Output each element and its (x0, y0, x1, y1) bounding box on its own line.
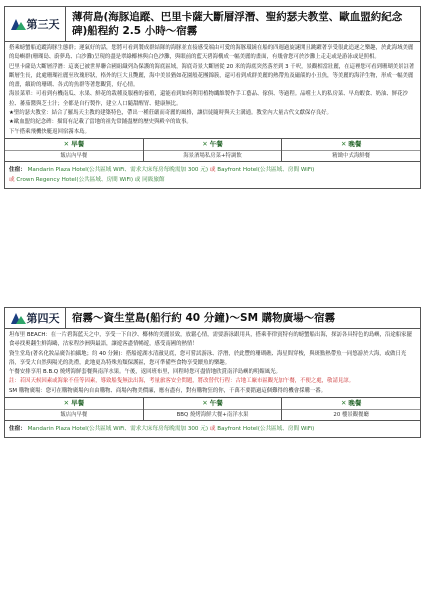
day-four-description (4, 329, 421, 397)
paragraph: ★聖約瑟夫教堂：結合了羅馬天主教的建築特色，帶出一種莊嚴而奇麗的風格，讓信徒隨時與天主溝通。教堂內大量古代文獻保存良好。 (9, 110, 332, 117)
meal-table (4, 138, 421, 162)
paragraph: 搭乘螃蟹船追蹤海豚生態群；運氣好的話，您將可看到製成群結隊的海豚並直接感受端由可愛的海豚環繞在船的四週過旋謎開且跳躍著享受很此追逐之樂趣，於此海域美麗的島嶼群(珊瑚島、蔚夢島、白沙灘)呈現的盡是翠綠椰林與白色沙灘，與眼前的藍天碧海構成一幅美麗的畫面，有幾會您可於沙灘上走走或是游泳或是照相。 (9, 45, 414, 61)
utensils-icon: ✕ (63, 139, 70, 148)
paragraph: ★歐血盟約紀念碑：描寫有記載了當地的祖先常鋪盡歷的歷史與殿辛的故事。 (9, 119, 192, 126)
hotel-label: 住宿： (9, 166, 26, 173)
mountain-logo-icon (11, 19, 24, 30)
day-three-section (4, 6, 421, 189)
meal-desc: 海景酒場私房菜+特調飲 (183, 152, 242, 159)
day-four-badge (5, 308, 66, 328)
meal-name: 晚餐 (348, 139, 362, 148)
hotel-label: 住宿： (9, 426, 26, 433)
meal-breakfast (5, 139, 144, 161)
day-label: 第三天 (26, 18, 60, 31)
paragraph: 海景菜單：可看到有機南瓜、水果、鮮花的栽種及服務的養殖，還能看到如何利用植物纖維製作手工藝品、傢俱、等過程。品嚐土人的私房菜、早鳥蝦食、奶油、鮮花沙拉、蕃茄醬與芝士汁；全都是自行製作，建立人口隨甜醒胃、健康無比。 (9, 91, 408, 107)
utensils-icon: ✕ (202, 399, 208, 408)
paragraph: 午餐安排享用 B.B.Q 燒烤海鮮套餐與南洋水果。午後，返回班布里，回程時您可盡情地欣賞南洋島嶼的明媚風光。 (9, 369, 281, 376)
paragraph: 資生堂島(著名化妝品廣告拍攝地；約 40 分鐘)：搭船遊湖水清澈見底，您可嘗試游泳、浮潛，於此豐的珊瑚礁、海星間穿梭，與斑點熱帶魚一同悠游於大海，或做日光浴，享受大自然與陽光的洗禮，此地更為特殊魚類保護區，您可準備些食物享受餵魚的樂趣。 (9, 350, 407, 366)
hotel-option: Mandarin Plaza Hotel(公共區域 WiFi、需求大床每房每晚需加 300 元) (27, 426, 209, 433)
day-title: 宿霧～資生堂島(船行約 40 分鐘)～SM 購物廣場～宿霧 (72, 312, 336, 324)
hotel-option: Crown Regency Hotel(公共區域、房間 WiFi) (16, 176, 134, 183)
hotel-option: Bayfront Hotel(公共區域、房間 WiFi) (217, 426, 315, 433)
hotel-or: 或 (209, 166, 216, 173)
day-three-description (4, 42, 421, 138)
meal-desc: 飯店內早餐 (60, 152, 88, 159)
meal-desc: 精緻中式海鮮餐 (332, 152, 371, 159)
paragraph: SM 購物廣場：您可在購物廣場內自由購物、商場內物美價廉，應有盡有，對有購物狂的你，千萬不要錯過這個難得的機會採購一番。 (9, 387, 327, 394)
paragraph: 巴里卡薩島大斷層浮潛：這裏已被世界聯合國組織列為保護的海底區域，海底奇景大斷層從 20 米的海底突然落差到 3 千呎，景觀相當壯麗，在這裡您可看到珊瑚美景註著斷層生長，此處珊瑚社麗至玫瑰形狀，格外的巨大且艷麗，海中美景猶如花園般花團錦簇，還可看到成群美麗的熱帶魚及磁燄的小丑魚，等美麗的海洋生物，形成一幅美麗的畫，繽紛的珊瑚、各式的魚群等著您觀賞，好心情。 (9, 63, 415, 89)
day-four-header (4, 307, 421, 329)
day-three-badge (5, 7, 66, 41)
day-label: 第四天 (26, 312, 60, 325)
meal-name: 早餐 (71, 139, 85, 148)
utensils-icon: ✕ (63, 399, 70, 408)
meal-breakfast (5, 398, 144, 420)
meal-lunch (144, 139, 283, 161)
notice-paragraph: 註：若因天候因素或海象不佳等因素，導致船隻無法出海，考量旅客安全問題，將改替代行程：古地工廠市區觀光加午餐，不便之處，敬請見諒。 (9, 378, 355, 385)
hotel-option: Mandarin Plaza Hotel(公共區域 WiFi、需求大床每房每晚需加 300 元) (27, 166, 209, 173)
meal-table (4, 397, 421, 421)
meal-desc: 飯店內早餐 (60, 412, 88, 419)
utensils-icon: ✕ (340, 399, 347, 408)
meal-dinner (282, 398, 420, 420)
day-title: 薄荷島(海豚追蹤、巴里卡薩大斷層浮潛、聖約瑟夫教堂、歐血盟約紀念碑)船程約 2.5 小時～宿霧 (72, 11, 403, 37)
hotel-tail: 或 同級旅館 (134, 176, 165, 183)
meal-desc: BBQ 燒烤海鮮大餐+南洋水果 (176, 412, 249, 419)
hotel-info (4, 162, 421, 189)
day-three-header (4, 6, 421, 42)
hotel-option: Bayfront Hotel(公共區域、房間 WiFi) (217, 166, 315, 173)
hotel-or: 或 (9, 176, 15, 183)
hotel-or: 或 (209, 426, 216, 433)
hotel-info (4, 421, 421, 438)
meal-name: 晚餐 (348, 399, 362, 408)
meal-dinner (282, 139, 420, 161)
mountain-logo-icon (11, 313, 24, 324)
meal-name: 早餐 (71, 399, 85, 408)
utensils-icon: ✕ (202, 139, 208, 148)
day-four-section (4, 307, 421, 438)
paragraph: 下午搭乘飛機快艇返回宿霧本島。 (9, 128, 90, 135)
meal-desc: 20 樓景觀餐廳 (333, 412, 369, 419)
utensils-icon: ✕ (340, 139, 347, 148)
paragraph: 坦布里 BEACH：在一片碧海藍天之中，享受一下自沙、椰林的美麗景致，放鬆心情，需要游泳跟用具，搭乘菲律賓特有的螃蟹船出海，探訪各具特色的島嶼，沿途船家擺食尋找奧翻生鮮海鷗，沽家程沙洲與最語，讓遊客盡情暢遊，感受南國的熱情！ (9, 332, 412, 348)
meal-lunch (144, 398, 283, 420)
meal-name: 午餐 (209, 139, 223, 148)
meal-name: 午餐 (209, 399, 223, 408)
